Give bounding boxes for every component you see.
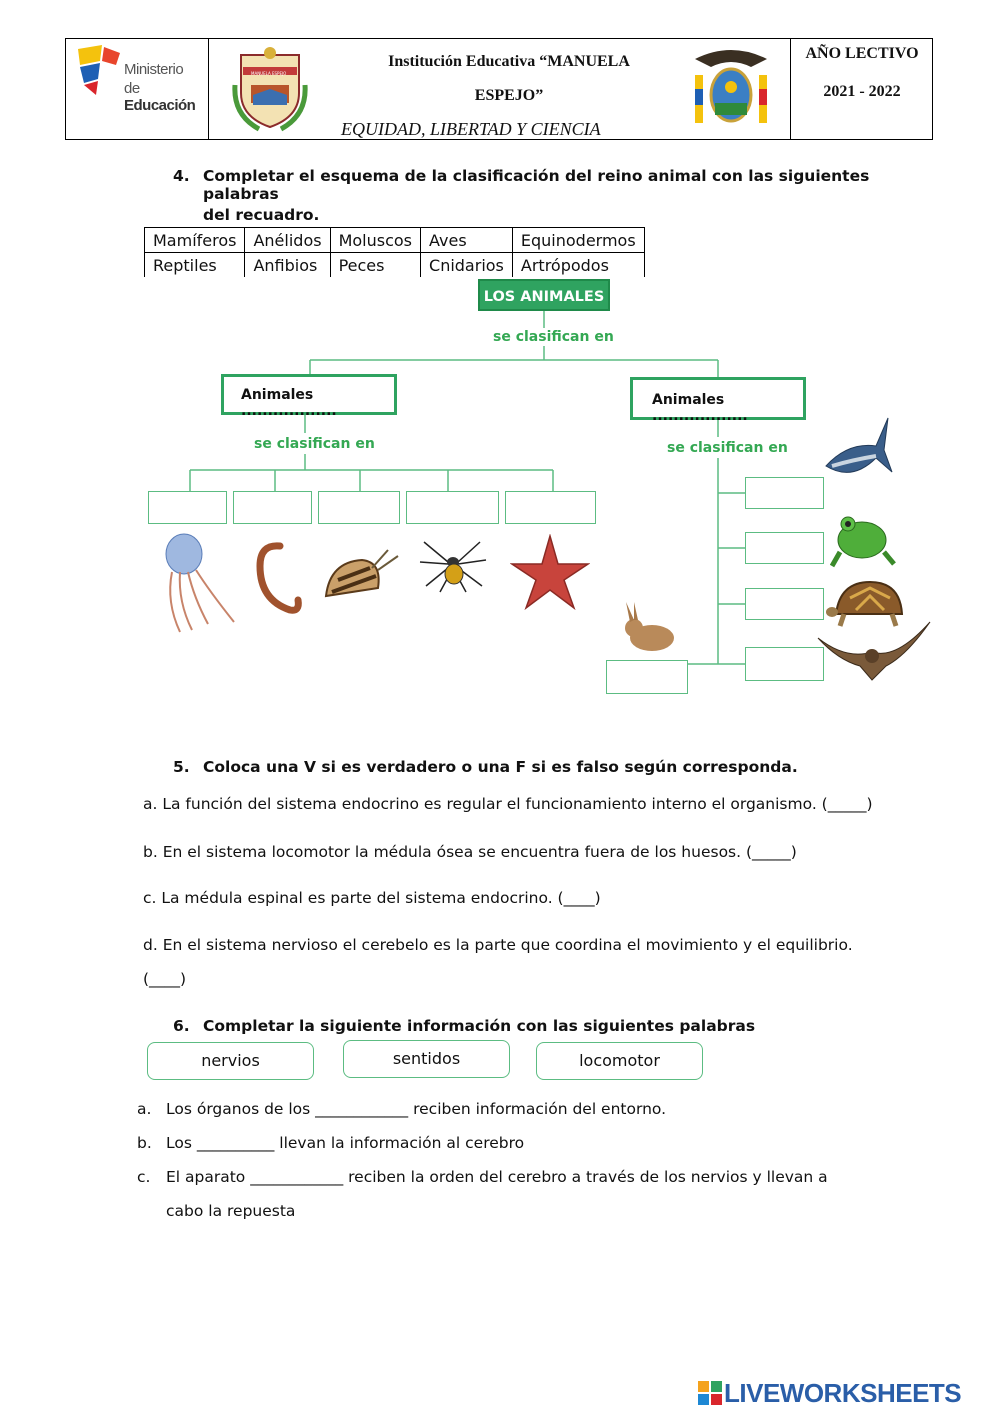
liveworksheets-brand[interactable]: LIVEWORKSHEETS	[724, 1378, 962, 1408]
word-cell: Aves	[421, 228, 513, 253]
earthworm-icon	[250, 540, 306, 616]
q4-instruction-line1: Completar el esquema de la clasificación del reino animal con las siguientes palabras	[203, 167, 870, 203]
answer-box-invertebrate-5[interactable]	[505, 491, 596, 524]
q6-item-c: El aparato ____________ reciben la orden del cerebro a través de los nervios y llevan a	[166, 1168, 828, 1186]
diagram-left-connector: se clasifican en	[254, 436, 375, 452]
answer-box-vertebrate-1[interactable]	[745, 477, 824, 509]
word-cell: Cnidarios	[421, 253, 513, 278]
word-option-locomotor: locomotor	[536, 1042, 703, 1080]
q5-item-b: b. En el sistema locomotor la médula ósea se encuentra fuera de los huesos. (_____)	[143, 843, 797, 861]
q6-item-a: Los órganos de los ____________ reciben información del entorno.	[166, 1100, 667, 1118]
frog-icon	[830, 506, 896, 568]
q6-instruction: Completar la siguiente información con las siguientes palabras	[203, 1017, 756, 1035]
animals-left-category-box: Animales ..................	[221, 374, 397, 415]
bird-icon	[816, 620, 932, 684]
word-cell: Equinodermos	[512, 228, 644, 253]
answer-box-invertebrate-1[interactable]	[148, 491, 227, 524]
snail-icon	[322, 540, 402, 602]
institution-name-line1: Institución Educativa “MANUELA	[388, 53, 630, 70]
q6-number: 6.	[173, 1017, 190, 1035]
word-cell: Artrópodos	[512, 253, 644, 278]
answer-box-vertebrate-4[interactable]	[745, 647, 824, 681]
q6-item-c-continued: cabo la repuesta	[166, 1202, 296, 1220]
diagram-root-box: LOS ANIMALES	[478, 279, 610, 311]
answer-box-vertebrate-3[interactable]	[745, 588, 824, 620]
year-label: AÑO LECTIVO	[805, 45, 919, 62]
q6-item-c-letter: c.	[137, 1168, 151, 1186]
q4-instruction-line2: del recuadro.	[203, 206, 320, 224]
jellyfish-icon	[158, 532, 242, 636]
word-option-sentidos: sentidos	[343, 1040, 510, 1078]
animals-right-category-box: Animales ..................	[630, 377, 806, 420]
year-value: 2021 - 2022	[823, 83, 901, 100]
q5-item-a: a. La función del sistema endocrino es regular el funcionamiento interno el organismo. (_____)	[143, 795, 873, 813]
word-cell: Anfibios	[245, 253, 330, 278]
q4-number: 4.	[173, 167, 190, 185]
word-cell: Reptiles	[145, 253, 245, 278]
word-option-nervios: nervios	[147, 1042, 314, 1080]
q6-item-b-letter: b.	[137, 1134, 152, 1152]
q5-item-d-blank: (____)	[143, 970, 187, 988]
q6-item-b: Los __________ llevan la información al cerebro	[166, 1134, 525, 1152]
institution-name-line2: ESPEJO”	[474, 87, 544, 104]
q5-item-c: c. La médula espinal es parte del sistema endocrino. (____)	[143, 889, 601, 907]
q5-instruction: Coloca una V si es verdadero o una F si es falso según corresponda.	[203, 758, 798, 776]
answer-box-vertebrate-5[interactable]	[606, 660, 688, 694]
answer-box-invertebrate-3[interactable]	[318, 491, 400, 524]
spider-icon	[418, 536, 488, 594]
answer-box-vertebrate-2[interactable]	[745, 532, 824, 564]
q6-item-a-letter: a.	[137, 1100, 152, 1118]
q5-item-d: d. En el sistema nervioso el cerebelo es la parte que coordina el movimiento y el equilibrio.	[143, 936, 853, 954]
diagram-right-connector: se clasifican en	[667, 440, 788, 456]
diagram-root-connector: se clasifican en	[493, 329, 614, 345]
answer-box-invertebrate-2[interactable]	[233, 491, 312, 524]
word-cell: Anélidos	[245, 228, 330, 253]
q5-number: 5.	[173, 758, 190, 776]
institution-motto: EQUIDAD, LIBERTAD Y CIENCIA	[341, 119, 601, 139]
fish-icon	[822, 416, 894, 484]
word-cell: Moluscos	[330, 228, 420, 253]
liveworksheets-logo-icon	[698, 1381, 722, 1405]
rabbit-icon	[620, 600, 678, 654]
crest-ribbon-text: MANUELA ESPEJO	[251, 71, 287, 76]
answer-box-invertebrate-4[interactable]	[406, 491, 499, 524]
ministry-text-line1: Ministerio	[124, 61, 184, 78]
word-cell: Peces	[330, 253, 420, 278]
ministry-text-line2: de Educación	[124, 80, 196, 114]
word-cell: Mamíferos	[145, 228, 245, 253]
starfish-icon	[510, 534, 590, 610]
